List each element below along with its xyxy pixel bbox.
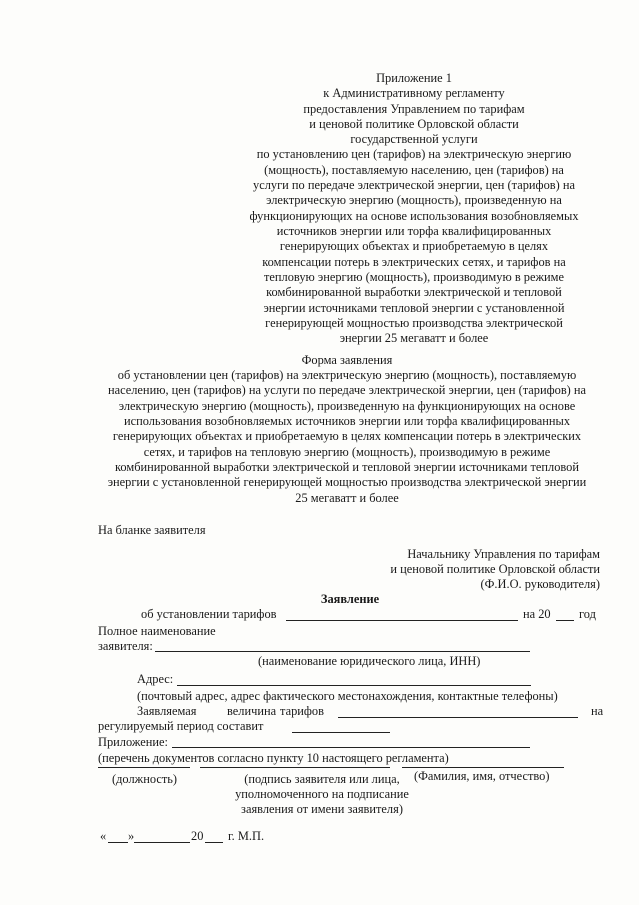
signature-caption: уполномоченного на подписание (235, 787, 409, 801)
form-line: комбинированной выработки электрической и тепловой энергии источниками тепловой (115, 460, 579, 474)
form-line: населению, цен (тарифов) на услуги по передаче электрической энергии, цен (тарифов) на (107, 383, 587, 397)
appendix-line: комбинированной выработки электрической и тепловой (266, 285, 562, 299)
year-field[interactable] (556, 620, 574, 621)
addressee-line: (Ф.И.О. руководителя) (480, 577, 600, 591)
full-name-label: Полное наименование (98, 624, 216, 638)
fio-caption: (Фамилия, имя, отчество) (414, 769, 550, 783)
appendix-line: электрическую энергию (мощность), произведенную на (266, 193, 562, 207)
signature-caption: (подпись заявителя или лица, (244, 772, 400, 786)
signature-caption: заявления от имени заявителя) (241, 802, 403, 816)
form-line: об установлении цен (тарифов) на электрическую энергию (мощность), поставляемую (117, 368, 577, 382)
period-field[interactable] (292, 732, 390, 733)
form-line: электрическую энергию (мощность), произведенную на функционирующих на основе (118, 399, 576, 413)
appendix-line: к Административному регламенту (323, 86, 505, 100)
address-hint: (почтовый адрес, адрес фактического местонахождения, контактные телефоны) (137, 689, 558, 703)
position-line[interactable] (98, 767, 190, 768)
appendix-line: генерирующей мощностью производства электрической (265, 316, 563, 330)
appendix-line: источников энергии или торфа квалифицированных (276, 224, 552, 238)
form-line: энергии с установленной генерирующей мощностью производства электрической энергии (107, 475, 587, 489)
stamp-label: г. М.П. (228, 829, 265, 843)
appendix-line: предоставления Управлением по тарифам (303, 102, 525, 116)
appendix-line: функционирующих на основе использования возобновляемых (249, 209, 579, 223)
date-year-label: 20 (191, 829, 204, 843)
form-title: Форма заявления (301, 353, 393, 367)
form-line: использования возобновляемых источников энергии или торфа квалифицированных (123, 414, 571, 428)
appendix-line: энергии источниками тепловой энергии с установленной (263, 301, 565, 315)
attachment-hint: (перечень документов согласно пункту 10 настоящего регламента) (98, 751, 449, 765)
appendix-line: генерирующих объектах и приобретаемую в целях (279, 239, 549, 253)
appendix-line: компенсации потерь в электрических сетях, и тарифов на (262, 255, 566, 269)
date-open-quote: « (100, 829, 107, 843)
form-line: 25 мегаватт и более (295, 491, 399, 505)
address-field[interactable] (177, 685, 531, 686)
applicant-name-field[interactable] (155, 651, 530, 652)
period-label: регулируемый период составит (98, 719, 264, 733)
tariff-na: на (591, 704, 604, 718)
date-close-quote: » (128, 829, 135, 843)
tariff-word: тарифов (280, 704, 324, 718)
fio-line[interactable] (402, 767, 564, 768)
applicant-hint: (наименование юридического лица, ИНН) (258, 654, 481, 668)
year-label: на 20 (523, 607, 551, 621)
tariff-type-field[interactable] (286, 620, 518, 621)
appendix-line: Приложение 1 (376, 71, 452, 85)
appendix-line: энергии 25 мегаватт и более (339, 331, 489, 345)
signature-line[interactable] (200, 767, 390, 768)
year-suffix: год (579, 607, 596, 621)
appendix-line: и ценовой политике Орловской области (309, 117, 519, 131)
letterhead-note: На бланке заявителя (98, 523, 206, 537)
appendix-line: по установлению цен (тарифов) на электрическую энергию (256, 147, 572, 161)
day-field[interactable] (108, 842, 128, 843)
appendix-line: (мощность), поставляемую населению, цен (тарифов) на (264, 163, 564, 177)
tariff-word: Заявляемая (137, 704, 197, 718)
tariff-value-field[interactable] (338, 717, 578, 718)
attachment-field[interactable] (172, 747, 530, 748)
position-caption: (должность) (112, 772, 178, 786)
addressee-line: и ценовой политике Орловской области (390, 562, 600, 576)
attachment-label: Приложение: (98, 735, 168, 749)
address-label: Адрес: (137, 672, 174, 686)
form-line: сетях, и тарифов на тепловую энергию (мощность), производимую в режиме (143, 445, 551, 459)
date-year-field[interactable] (205, 842, 223, 843)
appendix-line: услуги по передаче электрической энергии, цен (тарифов) на (253, 178, 575, 192)
month-field[interactable] (134, 842, 190, 843)
form-line: генерирующих объектах и приобретаемую в целях компенсации потерь в электрических (112, 429, 582, 443)
tariff-row-label: об установлении тарифов (141, 607, 277, 621)
appendix-line: тепловую энергию (мощность), производимую в режиме (264, 270, 564, 284)
tariff-word: величина (227, 704, 277, 718)
application-title: Заявление (320, 592, 380, 606)
applicant-label: заявителя: (98, 639, 153, 653)
appendix-line: государственной услуги (350, 132, 478, 146)
addressee-line: Начальнику Управления по тарифам (407, 547, 600, 561)
